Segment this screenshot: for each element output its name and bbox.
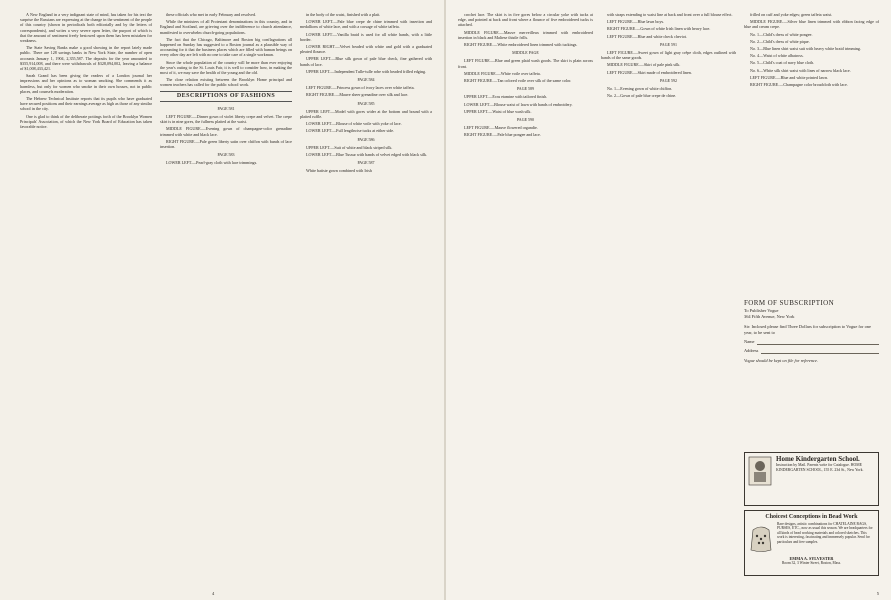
paragraph: UPPER LEFT.—Suit of white and black striped silk.: [306, 144, 393, 150]
page-reference: PAGE 581: [217, 105, 235, 111]
ad-text: Instruction by Mail. Parents write for Catalogue. HOME KINDERGARTEN SCHOOL, 155 E. 23d St., New York.: [776, 463, 864, 472]
paragraph: in the body of the waist, finished with a plait.: [306, 12, 381, 17]
form-instructions: Sir: Inclosed please find Three Dollars for subscription to Vogue for one year, to be sent to: [744, 324, 871, 335]
paragraph: LEFT FIGURE.—Blue and white printed lawn.: [750, 74, 829, 80]
paragraph: MIDDLE FIGURE.—Mauve merveilleux trimmed with embroidered insertion in black and Maltese thistle frills.: [458, 29, 593, 40]
paragraph: with straps extending to waist line at back and front over a full blouse effect.: [607, 12, 733, 17]
paragraph: LOWER RIGHT.—Velvet beaded with white and gold with a graduated pleated flounce.: [300, 44, 432, 55]
paragraph: LEFT FIGURE.—Sweet gown of light gray crêpe cloth, edges outlined with bands of the same goods.: [601, 50, 736, 61]
paragraph: LEFT FIGURE.—Mauve flowered organdie.: [464, 125, 538, 131]
paragraph: RIGHT FIGURE.—White embroidered linen trimmed with tuckings.: [464, 42, 578, 48]
left-page: [0, 0, 445, 600]
ad-title: Choicest Conceptions in Bead Work: [765, 514, 858, 520]
page-number: 4: [212, 591, 215, 596]
paragraph: MIDDLE FIGURE.—Skirt of pale pink silk.: [607, 62, 681, 68]
paragraph: No. 6—White silk shirt waist with lines of narrow black lace.: [750, 67, 851, 73]
kindergarten-illustration-icon: [748, 456, 772, 486]
form-name-line: [744, 339, 879, 345]
paragraph: LEFT FIGURE.—Blue lawn boys.: [607, 19, 665, 25]
page-reference: PAGE 587: [357, 160, 375, 166]
form-title: FORM OF SUBSCRIPTION: [744, 299, 835, 307]
paragraph: MIDDLE FIGURE.—Evening gown of champagne-color grenadine trimmed with white and black lace.: [160, 126, 292, 137]
page-number: 5: [876, 591, 879, 596]
paragraph: LOWER LEFT.—Blouse waist of lawn with bands of embroidery.: [464, 101, 573, 107]
paragraph: While the ministers of all Protestant denominations in this country, and in England and Scotland, are grieving over the indifference to church attendance, manifested to overwhelm church-going populations.: [160, 19, 292, 35]
paragraph: No. 2—Gown of pale blue crepe de chine.: [607, 93, 677, 99]
paragraph: Sarah Grand has been giving the readers of a London journal her impressions and her opinions as to woman smoking. She commends it as harmless, but only for women who smoke in their own houses, not in public places, and counsels moderation.: [20, 73, 152, 94]
paragraph: RIGHT FIGURE.—Mauve sheer grenadine over silk and lace.: [306, 92, 409, 98]
paragraph: One is glad to think of the deliberate pottings forth of the Brooklyn Women Principals' Association, of which the New York Board of Education has taken favorable notice.: [20, 113, 152, 130]
section-heading: DESCRIPTIONS OF FASHIONS: [160, 91, 292, 102]
paragraph: The State Saving Banks make a good showing in the report lately made public. There are 128 savings banks in New York State, the number of open accounts January 1, 1904, 2,355,587. The deposits for the year amounted to $355,914,008, and there were withdrawals of $328,094,002, leaving a balance of $1,008,433,421.: [20, 45, 152, 72]
paragraph: LEFT FIGURE.—Blue and green plaid wash goods. The skirt is plain across front.: [458, 58, 593, 69]
left-column-3: [300, 12, 432, 590]
subscription-form: [744, 300, 879, 450]
paragraph: No. 5—Child's coat of navy blue cloth.: [750, 60, 815, 66]
page-reference: PAGE 586: [357, 136, 375, 142]
paragraph: LEFT FIGURE.—Blue and white check cheviot.: [607, 33, 688, 39]
paragraph: LEFT FIGURE.—Skirt made of embroidered linen.: [607, 69, 692, 75]
paragraph: RIGHT FIGURE.—Champagne color broadcloth with lace.: [750, 82, 848, 88]
right-page: [446, 0, 891, 600]
paragraph: No. 3—Blue linen shirt waist suit with heavy white braid trimming.: [750, 46, 861, 52]
right-column-1: [458, 12, 593, 590]
paragraph: No. 4—Waist of white albatross.: [750, 53, 804, 59]
paragraph: No. 1—Child's dress of white pongee.: [750, 31, 813, 37]
paragraph: frilled on cuff and yoke edges; green taffeta waist.: [750, 12, 833, 17]
form-address-line: [744, 348, 879, 354]
paragraph: LOWER LEFT.—Pale blue crepe de chine trimmed with insertion and medallions of white lace, and with a corsage of white taffeta.: [300, 19, 432, 30]
ad-title: Home Kindergarten School.: [776, 455, 860, 463]
bead-bag-icon: [748, 522, 774, 554]
ad-body: [748, 522, 875, 554]
paragraph: RIGHT FIGURE.—Gown of white Irish linen with heavy lace.: [607, 26, 711, 32]
page-reference: PAGE 589: [516, 86, 535, 92]
paragraph: LOWER LEFT.—Pearl-gray cloth with lace trimmings.: [166, 160, 258, 166]
ad-address: Room 32, 3 Winter Street, Boston, Mass.: [781, 561, 842, 565]
paragraph: MIDDLE FIGURE.—Silver blue linen trimmed with ribbon facing edge of blue and cream crepe.: [744, 19, 879, 30]
page-reference: PAGE 590: [516, 117, 535, 123]
page-reference: MIDDLE PAGE: [512, 50, 539, 56]
page-reference: PAGE 592: [659, 77, 678, 83]
page-reference: PAGE 583: [217, 152, 235, 158]
paragraph: UPPER LEFT.—Blue silk gown of pale blue check, fine gathered with bands of lace.: [300, 56, 432, 67]
form-note: Vogue should be kept on file for reference.: [744, 358, 819, 363]
paragraph: RIGHT FIGURE.—Pale blue pongee and lace.: [464, 132, 541, 138]
paragraph: LOWER LEFT.—Blue Tussur with bands of velvet edged with black silk.: [306, 152, 428, 158]
page-reference: PAGE 585: [357, 100, 375, 106]
paragraph: UPPER LEFT.—Ecru etamine with tailored finish.: [464, 94, 548, 100]
paragraph: these officials who met in early February and resolved.: [166, 12, 257, 17]
paragraph: LOWER LEFT.—Blouse of white voile with yoke of lace.: [306, 121, 402, 127]
paragraph: LEFT FIGURE.—Dinner gown of violet liberty crepe and velvet. The crepe skirt is in nine gores, the fullness plaited at the waist.: [160, 114, 292, 125]
right-column-2: [601, 12, 736, 590]
paragraph: RIGHT FIGURE.—Pale green liberty satin over chiffon with bands of lace insertion.: [160, 138, 292, 150]
kindergarten-advertisement: [744, 452, 879, 506]
paragraph: The Hebrew Technical Institute reports that its pupils who have graduated have secured positions and their earnings average as high as those of any similar school in the city.: [20, 96, 152, 112]
form-recipient: To Publisher Vogue: [744, 308, 779, 313]
paragraph: No. 1—Evening gown of white chiffon.: [607, 86, 673, 92]
form-name-label: Name: [744, 339, 755, 344]
paragraph: MIDDLE FIGURE.—White voile over taffeta.: [464, 70, 541, 76]
paragraph: The fact that the Chicago, Baltimore and Boston big conflagrations all happened on Sunday has suggested to a Boston journal as a plausible way of accounting for it that the business places which are filled with human beings on every other day are left with no one to take care of a single workman.: [160, 36, 292, 58]
paragraph: White batiste gown combined with Irish: [306, 168, 372, 174]
paragraph: UPPER LEFT.—Model with gores wider at the bottom and bound with a plaited ruffle.: [300, 108, 432, 120]
paragraph: A New England in a very indignant state of mind, has taken for his text the surprise the Russians are expressing at the change in the sentiment of the people of this country (shown in periodicals both editorially and by the letters of correspondents), and writes a very severe open letter, the purport of which is that the amount of sentiment freely bestowed upon them has been mistaken for weakness.: [20, 12, 152, 44]
form-address-label: Address: [744, 348, 759, 353]
left-column-2: [160, 12, 292, 590]
paragraph: LOWER LEFT.—Full lengthwise tucks at either side.: [306, 128, 395, 134]
page-reference: PAGE 591: [659, 41, 678, 47]
right-column-3: [744, 12, 879, 312]
paragraph: RIGHT FIGURE.—Tan colored voile over silk of the same color.: [464, 78, 572, 84]
address-field: [761, 349, 879, 354]
paragraph: No. 2—Child's dress of white pique.: [750, 38, 810, 44]
paragraph: UPPER LEFT.—Independent Tulle-tulle robe with beaded frilled edging.: [306, 68, 427, 74]
paragraph: The close relation existing between the Brooklyn Home principal and women teachers has called for the public school work.: [160, 77, 292, 88]
paragraph: LEFT FIGURE.—Princess gown of ivory laces over white taffeta.: [306, 85, 415, 91]
paragraph: LOWER LEFT.—Vanilla braid is used for all white hands, with a little border.: [300, 31, 432, 42]
paragraph: crochet lace. The skirt is in five gores below a circular yoke with tucks at edge, and pointed at back and front where a flounce of five embroidered tucks is attached.: [458, 12, 593, 28]
ad-signature: EMMA A. SYLVESTER: [789, 556, 834, 561]
bead-work-advertisement: [744, 510, 879, 576]
page-reference: PAGE 584: [357, 77, 375, 83]
name-field: [757, 340, 879, 345]
form-address: 364 Fifth Avenue, New York: [744, 314, 795, 319]
left-column-1: [20, 12, 152, 590]
paragraph: Since the whole population of the country will be more than ever enjoying the year's outing to the St. Louis Fair, it is well to consider how, in making the most of it, we may save the health of the young and the old.: [160, 59, 292, 76]
paragraph: UPPER LEFT.—Waist of blue wash silk.: [464, 108, 532, 114]
ad-text: Rare designs, artistic combinations for CHATELAINE BAGS, PURSES, ETC., now as usual this season. We are headquarters for all kinds of bead working materials and colored sketches. This work is interesting, fascinating and immensely popular. Send for particulars and free samples.: [777, 522, 873, 544]
